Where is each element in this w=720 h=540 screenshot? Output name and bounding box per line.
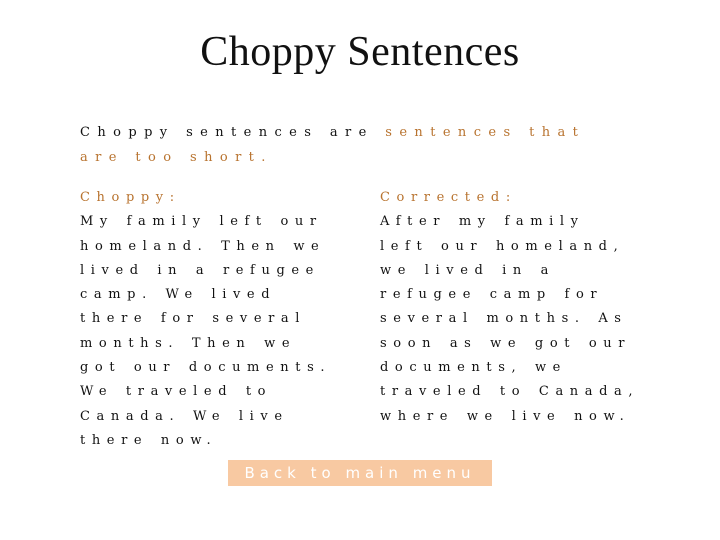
corrected-example-text: After my family left our homeland, we lived in a refugee camp for several months. As soon as we got our documents, we traveled to Canada, where we live now.: [380, 214, 640, 424]
intro-text: [80, 120, 640, 170]
intro-text-part1: Choppy sentences are: [80, 125, 386, 140]
corrected-heading: Corrected:: [380, 190, 517, 205]
back-to-main-menu-button[interactable]: Back to main menu: [228, 460, 492, 486]
choppy-example-text: My family left our homeland. Then we lived in a refugee camp. We lived there for several months. Then we got our documents. We traveled to Canada. We live there now.: [80, 214, 332, 448]
corrected-column: [380, 186, 642, 429]
choppy-column: [80, 186, 342, 453]
page-title: Choppy Sentences: [200, 29, 520, 75]
choppy-heading: Choppy:: [80, 190, 181, 205]
intro-text-highlight: sentences that are too short.: [80, 125, 586, 165]
